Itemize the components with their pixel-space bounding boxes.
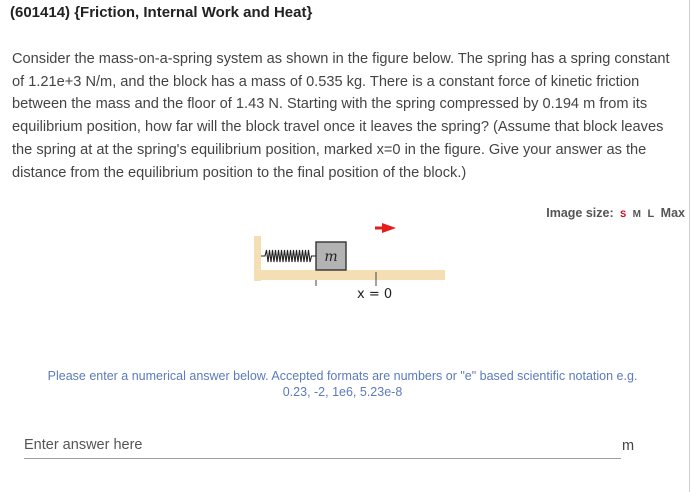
answer-field-container (24, 434, 621, 459)
image-size-option-l[interactable]: L (647, 208, 655, 220)
spring-mass-figure (250, 220, 450, 310)
answer-instructions: Please enter a numerical answer below. Accepted formats are numbers or "e" based scientific notation e.g. 0.23, -2, 1e6, 5.23e-8 (47, 369, 638, 399)
image-size-label: Image size: (546, 206, 614, 220)
equilibrium-label: x = 0 (357, 287, 393, 302)
block-label: m (324, 249, 338, 265)
problem-title: (601414) {Friction, Internal Work and Heat} (10, 4, 313, 21)
image-size-option-m[interactable]: M (632, 209, 641, 220)
right-border (689, 0, 690, 492)
velocity-arrow-head (382, 223, 396, 233)
figure-svg (250, 220, 450, 310)
image-size-option-max[interactable]: Max (660, 206, 685, 220)
answer-unit: m (622, 438, 635, 454)
answer-input[interactable] (24, 434, 614, 456)
problem-text: Consider the mass-on-a-spring system as shown in the figure below. The spring has a spring constant of 1.21e+3 N/m, and the block has a mass of 0.535 kg. There is a constant force of kinetic friction between the mass and the floor of 1.43 N. Starting with the spring compressed by 0.194 m from its equilibrium position, how far will the block travel once it leaves the spring? (Assume that block leaves the spring at at the spring's equilibrium position, marked x=0 in the figure. Give your answer as the distance from the equilibrium position to the final position of the block.) (12, 51, 670, 181)
image-size-option-s[interactable]: S (620, 209, 627, 219)
image-size-selector (546, 206, 685, 220)
floor (254, 270, 445, 280)
spring (261, 250, 316, 262)
